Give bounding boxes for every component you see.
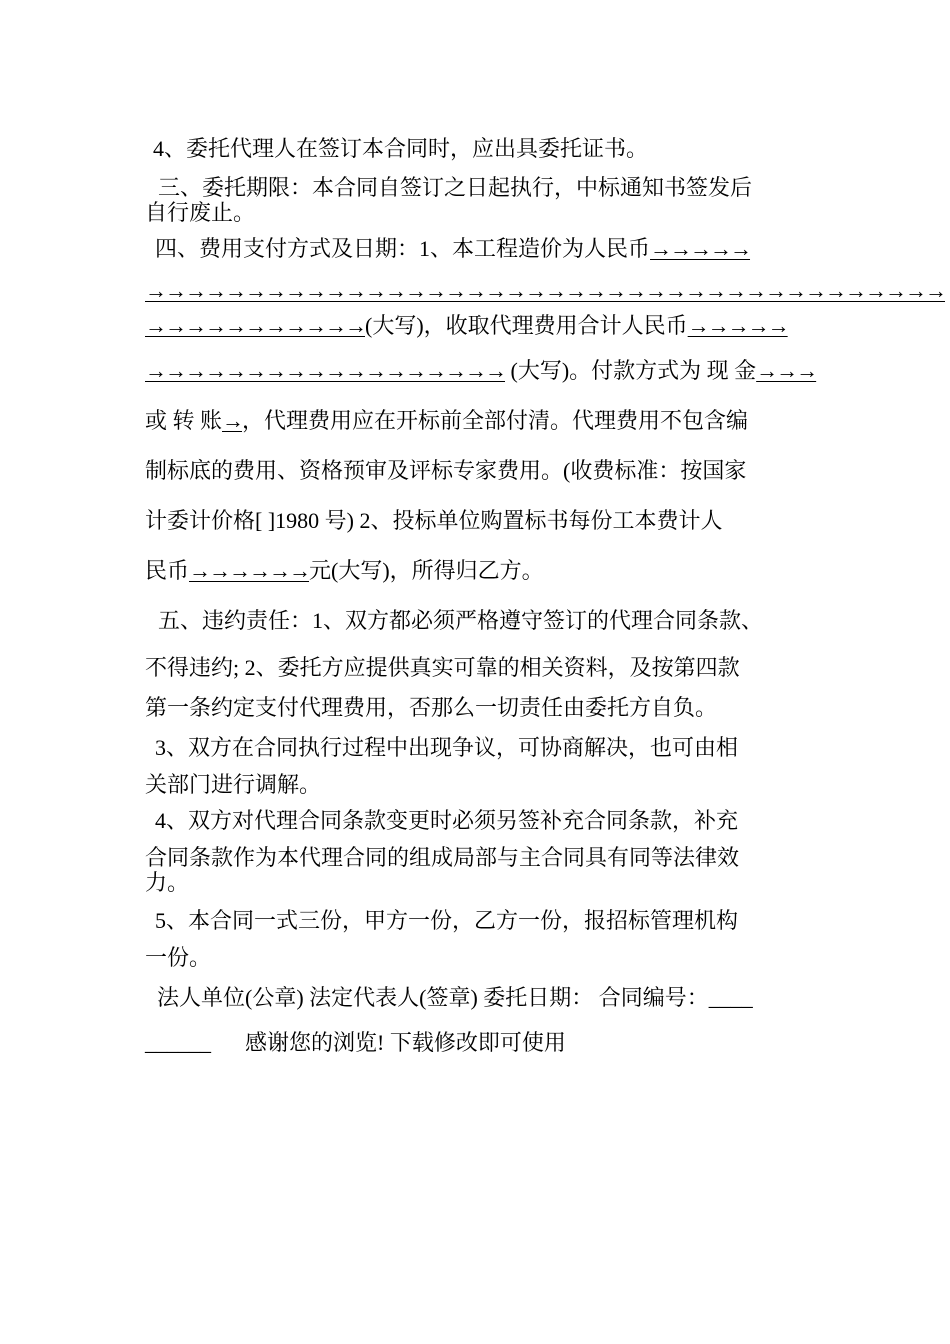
fill-blank: →→→→→→→→→→→ <box>145 313 365 338</box>
line-text: 5、本合同一式三份，甲方一份，乙方一份，报招标管理机构 <box>155 908 739 933</box>
section-5-item-4-cont2 <box>145 870 825 896</box>
line-text: 三、委托期限：本合同自签订之日起执行，中标通知书签发后 <box>158 175 753 200</box>
thanks-note: 感谢您的浏览! 下载修改即可使用 <box>245 1030 566 1055</box>
line-text: 计委计价格[ ]1980 号) 2、投标单位购置标书每份工本费计人 <box>145 508 723 533</box>
line-text: 3、双方在合同执行过程中出现争议，可协商解决，也可由相 <box>155 735 739 760</box>
fill-blank: →→→ <box>756 358 817 383</box>
section-3-term-cont <box>145 200 825 226</box>
line-text: (大写)。付款方式为 现 金 <box>505 358 757 383</box>
section-5-item-4 <box>155 808 835 834</box>
fill-blank: →→→→→ <box>650 236 751 261</box>
line-text: 一份。 <box>145 945 212 970</box>
section-4-payment-amount-words <box>145 313 825 339</box>
closing-line <box>145 1030 825 1056</box>
signature-line <box>157 985 837 1011</box>
line-text: 制标底的费用、资格预审及评标专家费用。(收费标准：按国家 <box>145 458 747 483</box>
section-4-payment-method <box>145 358 825 384</box>
line-text: 不得违约; 2、委托方应提供真实可靠的相关资料，及按第四款 <box>145 655 740 680</box>
line-text: 第一条约定支付代理费用，否那么一切责任由委托方自负。 <box>145 695 718 720</box>
section-4-tender-fee <box>145 558 825 584</box>
section-5-liability-cont2 <box>145 695 825 721</box>
line-text: 合同条款作为本代理合同的组成局部与主合同具有同等法律效 <box>145 845 740 870</box>
section-5-item-5-cont <box>145 945 825 971</box>
section-5-item-3-cont <box>145 772 825 798</box>
section-4-fee-standard-cont <box>145 508 825 534</box>
line-text: 力。 <box>145 870 190 895</box>
line-text: 民币 <box>145 558 190 583</box>
line-text: 4、委托代理人在签订本合同时，应出具委托证书。 <box>153 136 649 161</box>
section-5-liability <box>158 608 838 634</box>
fill-blank: →→→→→→→→→→→→→→→→→→ <box>145 358 505 383</box>
line-text: 4、双方对代理合同条款变更时必须另签补充合同条款，补充 <box>155 808 739 833</box>
fill-blank: →→→→→→→→→→→→→→→→→→→→→→→→→→→→→→→→→→→→→→→→ <box>145 278 945 303</box>
section-4-payment <box>155 236 835 262</box>
fill-blank: → <box>222 408 243 433</box>
section-4-payment-transfer <box>145 408 825 434</box>
line-text: ，代理费用应在开标前全部付清。代理费用不包含编 <box>242 408 749 433</box>
section-3-term <box>158 175 838 201</box>
line-text: 法人单位(公章) 法定代表人(签章) 委托日期： 合同编号：____ <box>157 985 753 1010</box>
section-5-liability-cont <box>145 655 825 681</box>
line-text: 或 转 账 <box>145 408 223 433</box>
section-5-item-5 <box>155 908 835 934</box>
section-4-fee-standard <box>145 458 825 484</box>
line-text: 元(大写)，所得归乙方。 <box>309 558 544 583</box>
line-text: (大写)，收取代理费用合计人民币 <box>365 313 688 338</box>
line-text: 四、费用支付方式及日期：1、本工程造价为人民币 <box>155 236 651 261</box>
line-text: 自行废止。 <box>145 200 256 225</box>
line-text: 五、违约责任：1、双方都必须严格遵守签订的代理合同条款、 <box>158 608 764 633</box>
fill-blank: →→→→→ <box>687 313 788 338</box>
line-text: 关部门进行调解。 <box>145 772 322 797</box>
clause-4-delegate-certificate <box>153 136 833 162</box>
line-text: ______ <box>145 1030 211 1055</box>
section-5-item-3 <box>155 735 835 761</box>
fill-blank: →→→→→→ <box>189 558 310 583</box>
section-5-item-4-cont <box>145 845 825 871</box>
section-4-payment-blank-line <box>145 278 945 304</box>
